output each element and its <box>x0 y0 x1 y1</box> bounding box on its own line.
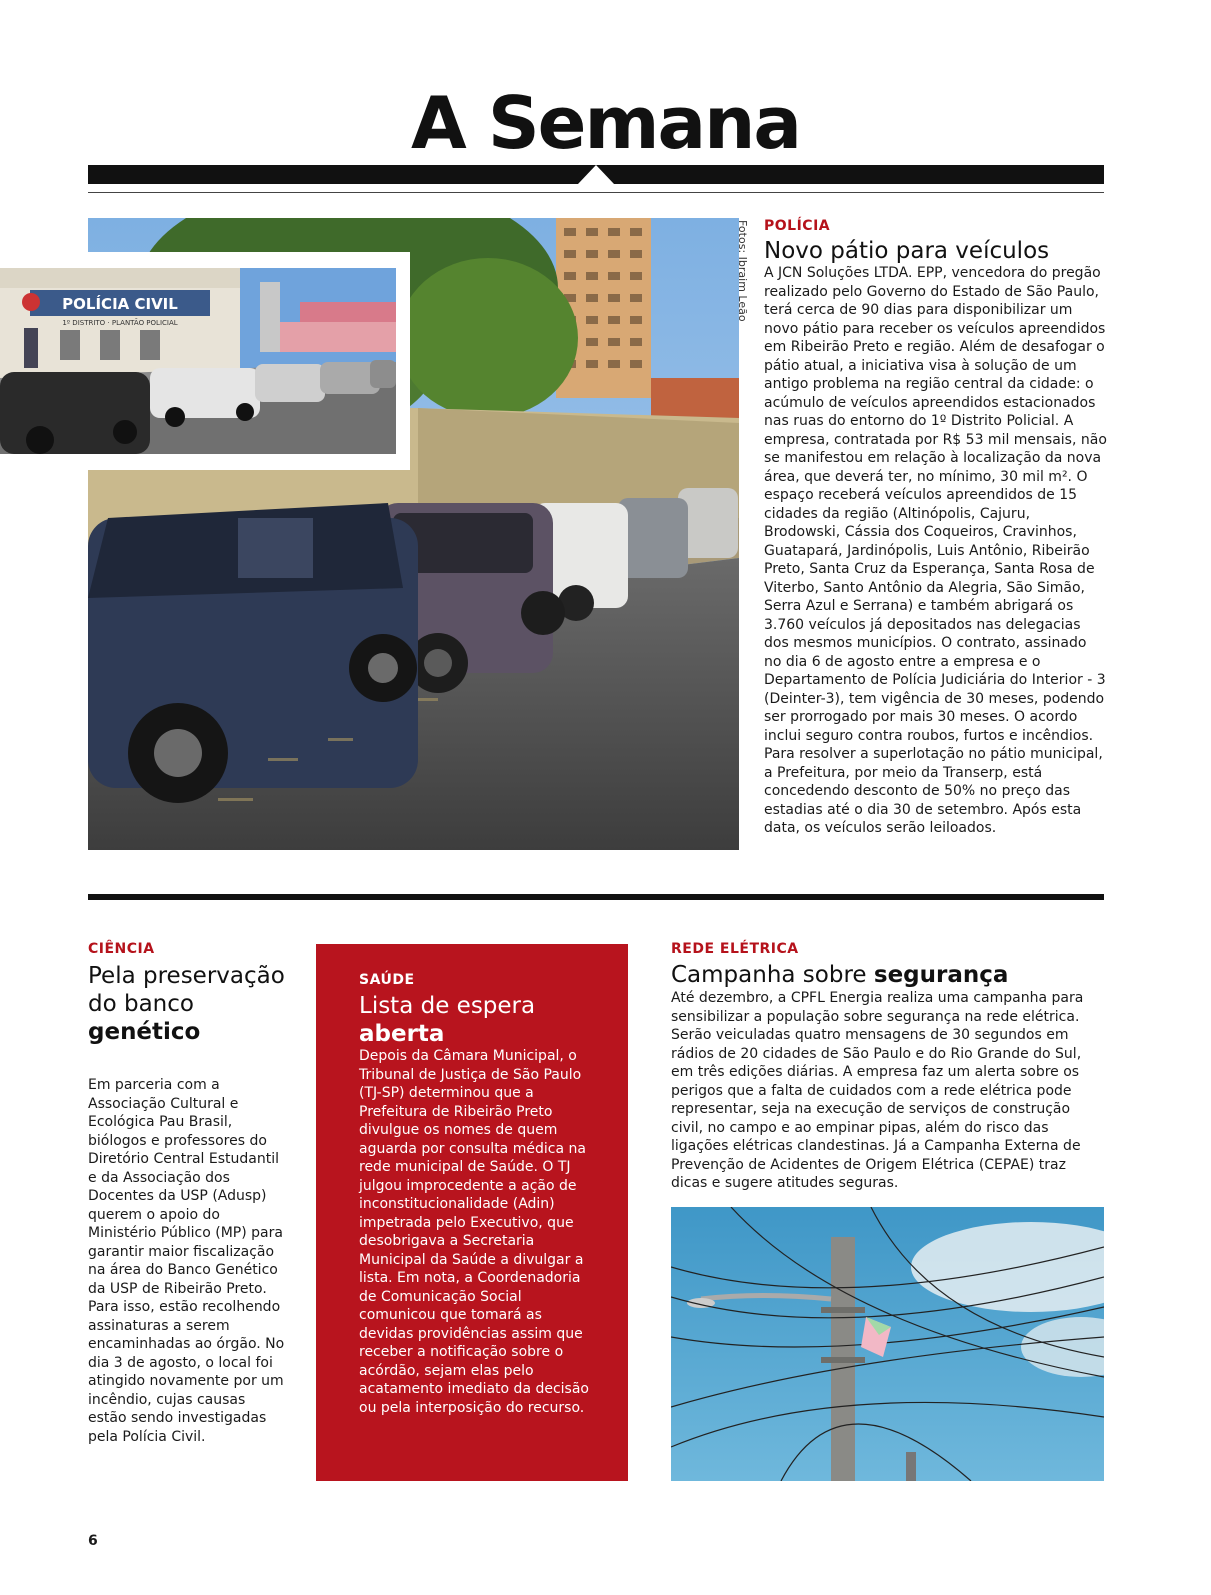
inset-sign-text: POLÍCIA CIVIL <box>62 295 178 313</box>
page-number: 6 <box>88 1533 98 1549</box>
page-title: A Semana <box>411 81 800 165</box>
article-body-rede-eletrica: Até dezembro, a CPFL Energia realiza uma campanha para sensibilizar a população sobre segurança na rede elétrica. Serão veiculadas quatro mensagens de 30 segundos em rádios de 20 cidades de São Paulo e do Rio Grande do Sul, em três edições diárias. A empresa faz um alerta sobre os perigos que a falta de cuidados com a rede elétrica pode representar, seja na execução de serviços de construção civil, no campo e ao empinar pipas, além do risco das ligações elétricas clandestinas. Já a Campanha Externa de Prevenção de Acidentes de Origem Elétrica (CEPAE) traz dicas e sugere atitudes seguras. <box>671 990 1084 1191</box>
article-body-saude: Depois da Câmara Municipal, o Tribunal de Justiça de São Paulo (TJ-SP) determinou que a Prefeitura de Ribeirão Preto divulgue os nomes de quem aguarda por consulta médica na rede municipal de Saúde. O TJ julgou improcedente a ação de inconstitucionalidade (Adin) impetrada pelo Executivo, que desobrigava a Secretaria Municipal da Saúde a divulgar a lista. Em nota, a Coordenadoria de Comunicação Social comunicou que tomará as devidas providências assim que receber a notificação sobre o acórdão, sejam elas pelo acatamento imediato da decisão ou pela interposição do recurso. <box>359 1048 589 1416</box>
header-rule-notch <box>578 165 614 184</box>
section-kicker-rede-eletrica: REDE ELÉTRICA <box>671 941 799 957</box>
headline-rede-eletrica: Campanha sobre segurança <box>671 962 1009 988</box>
headline-ciencia: Pela preservação do banco genético <box>88 963 285 1045</box>
inset-sign-subtext: 1º DISTRITO · PLANTÃO POLICIAL <box>62 319 178 327</box>
header-thin-rule <box>88 192 1104 193</box>
inset-photo-police-station <box>0 252 410 470</box>
article-body-ciencia: Em parceria com a Associação Cultural e Ecológica Pau Brasil, biólogos e professores do Diretório Central Estudantil e da Associação dos Docentes da USP (Adusp) querem o apoio do Ministério Público (MP) para garantir maior fiscalização na área do Banco Genético da USP de Ribeirão Preto. Para isso, estão recolhendo assinaturas a serem encaminhadas ao órgão. No dia 3 de agosto, o local foi atingido novamente por um incêndio, cujas causas estão sendo investigadas pela Polícia Civil. <box>88 1077 285 1445</box>
section-kicker-policia: POLÍCIA <box>764 218 831 234</box>
article-body-policia: A JCN Soluções LTDA. EPP, vencedora do pregão realizado pelo Governo do Estado de São Paulo, terá cerca de 90 dias para disponibilizar um novo pátio para receber os veículos apreendidos em Ribeirão Preto e região. Além de desafogar o pátio atual, a iniciativa visa à solução de um antigo problema na região central da cidade: o acúmulo de veículos apreendidos estacionados nas ruas do entorno do 1º Distrito Policial. A empresa, contratada por R$ 53 mil mensais, não se manifestou em relação à localização da nova área, que deverá ter, no mínimo, 30 mil m². O espaço receberá veículos apreendidos de 15 cidades da região (Altinópolis, Cajuru, Brodowski, Cássia dos Coqueiros, Cravinhos, Guatapará, Jardinópolis, Luis Antônio, Ribeirão Preto, Santa Cruz da Esperança, Santa Rosa de Viterbo, Santo Antônio da Alegria, São Simão, Serra Azul e Serrana) e também abrigará os 3.760 veículos já depositados nas delegacias dos mesmos municípios. O contrato, assinado no dia 6 de agosto entre a empresa e o Departamento de Polícia Judiciária do Interior - 3 (Deinter-3), tem vigência de 30 meses, podendo ser prorrogado por mais 30 meses. O acordo inclui seguro contra roubos, furtos e incêndios. Para resolver a superlotação no pátio municipal, a Prefeitura, por meio da Transerp, está concedendo desconto de 50% no preço das estadias até o dia 30 de setembro. Após esta data, os veículos serão leiloados. <box>764 265 1107 836</box>
photo-power-pole-kite <box>671 1207 1104 1481</box>
headline-saude: Lista de espera aberta <box>359 993 536 1047</box>
photo-credit: Fotos: Ibraim Leão <box>736 220 749 322</box>
section-kicker-ciencia: CIÊNCIA <box>88 941 155 957</box>
section-kicker-saude: SAÚDE <box>359 972 415 988</box>
headline-policia: Novo pátio para veículos <box>764 238 1050 264</box>
section-divider <box>88 894 1104 900</box>
